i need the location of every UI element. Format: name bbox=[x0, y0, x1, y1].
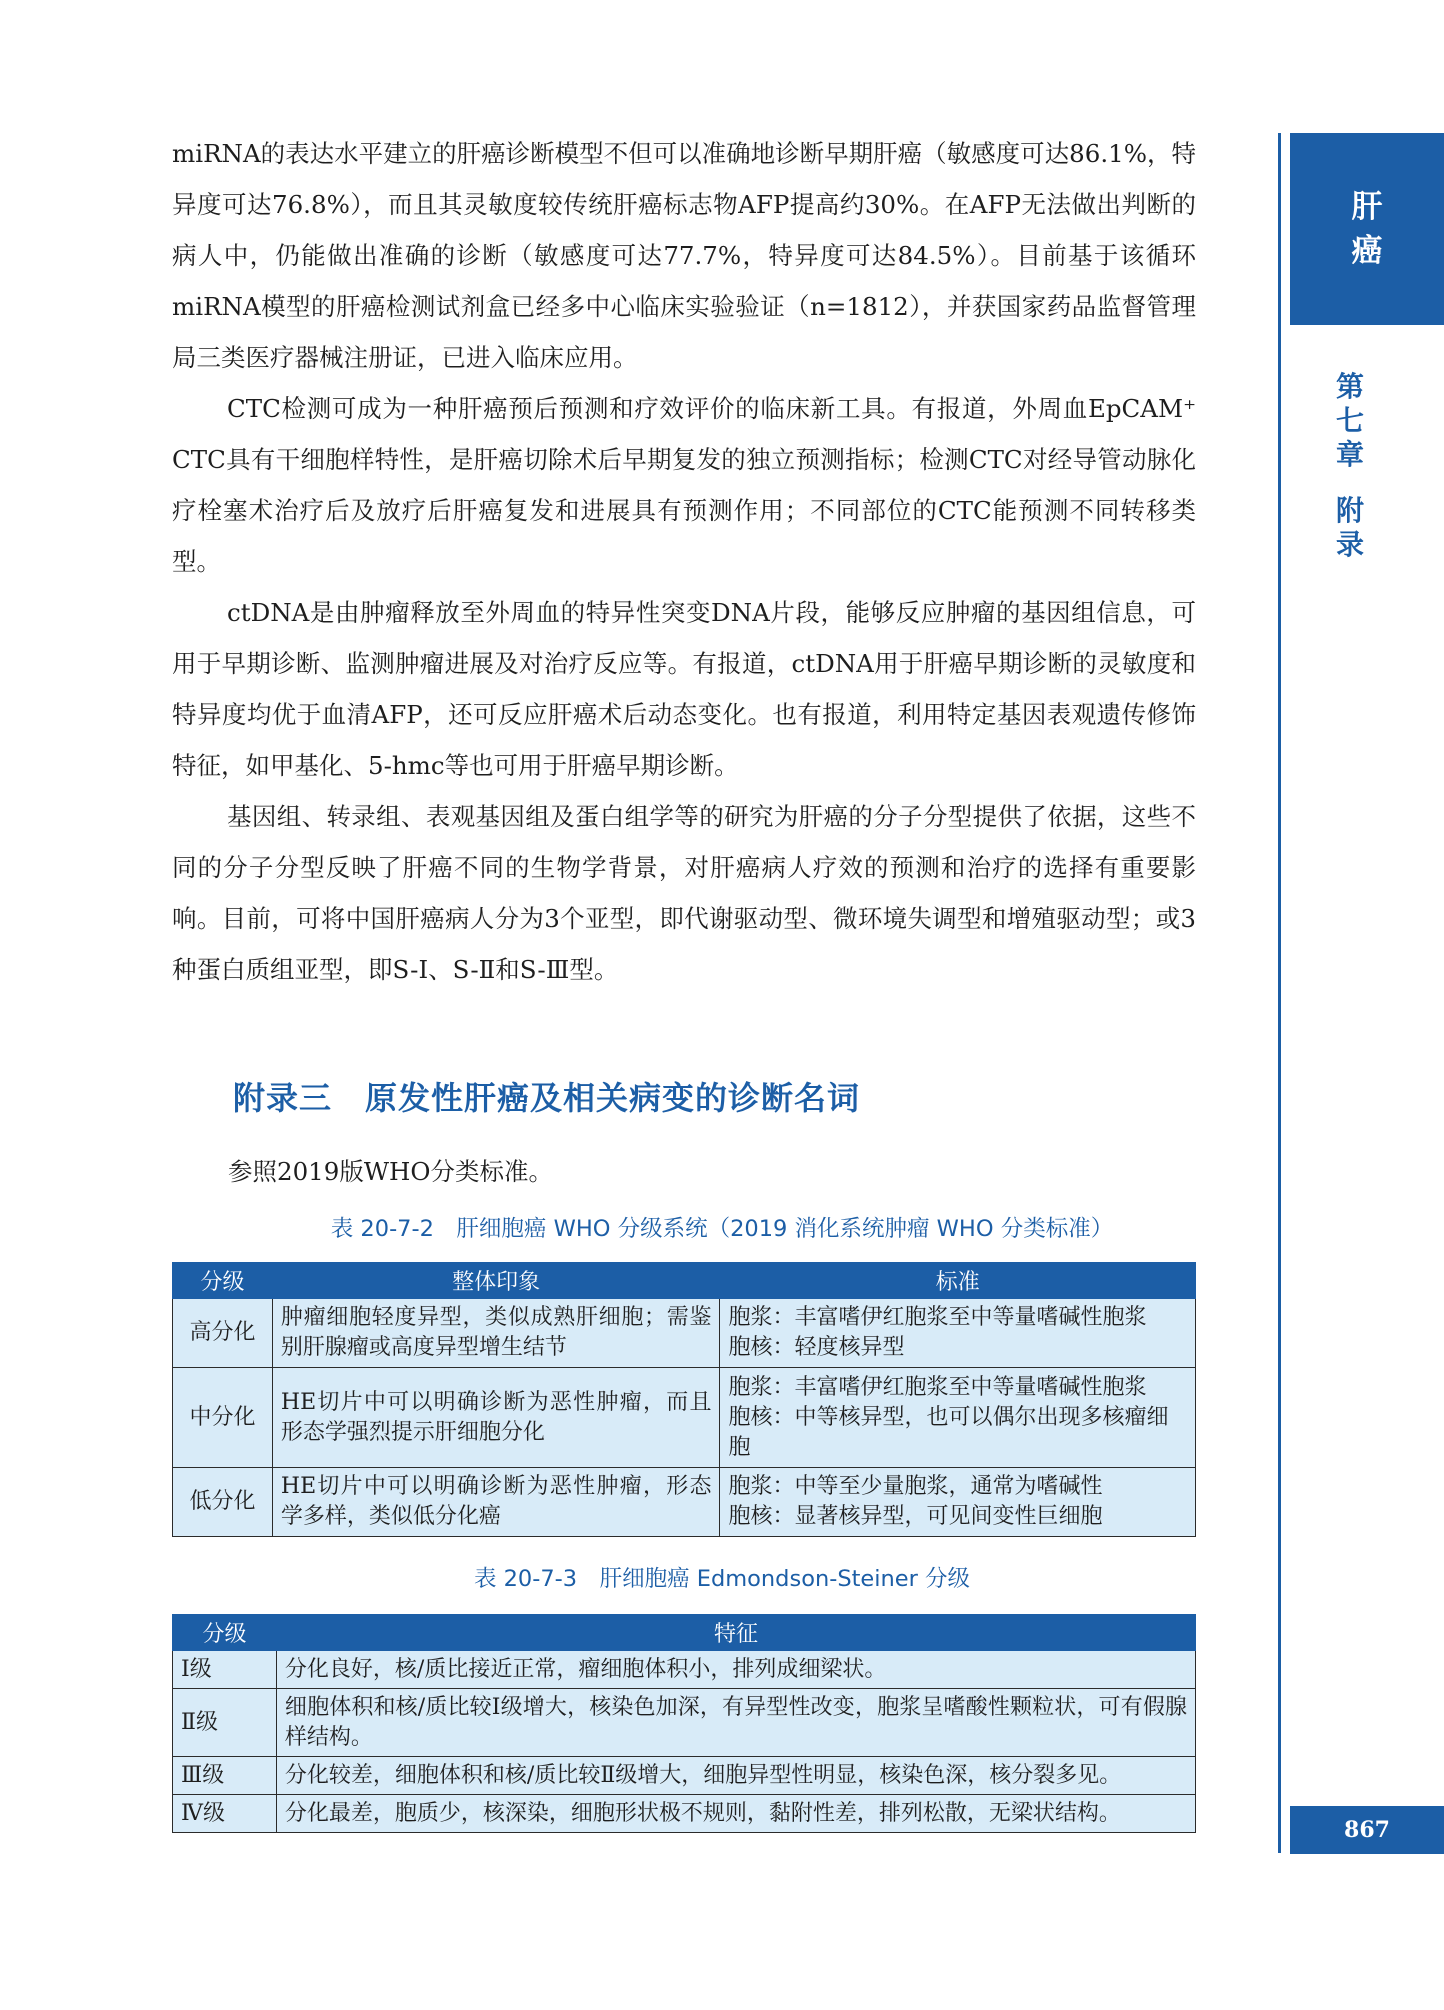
criteria-cell bbox=[720, 1368, 1196, 1468]
table-row bbox=[173, 1468, 1196, 1537]
side-rule bbox=[1278, 133, 1281, 1853]
feature-cell: 细胞体积和核/质比较Ⅰ级增大，核染色加深，有异型性改变，胞浆呈嗜酸性颗粒状，可有假腺样结构。 bbox=[276, 1689, 1195, 1757]
criteria-line: 胞浆：中等至少量胞浆，通常为嗜碱性 bbox=[728, 1474, 1103, 1499]
paragraph-molecular-typing: 基因组、转录组、表观基因组及蛋白组学等的研究为肝癌的分子分型提供了依据，这些不同的分子分型反映了肝癌不同的生物学背景，对肝癌病人疗效的预测和治疗的选择有重要影响。目前，可将中国肝癌病人分为3个亚型，即代谢驱动型、微环境失调型和增殖驱动型；或3种蛋白质组亚型，即S-Ⅰ、S-Ⅱ和S-Ⅲ型。 bbox=[172, 802, 1196, 984]
body-text bbox=[172, 128, 1196, 995]
criteria-line: 胞浆：丰富嗜伊红胞浆至中等量嗜碱性胞浆 bbox=[728, 1374, 1147, 1400]
chapter-label bbox=[1325, 370, 1375, 562]
table2-header-grade: 分级 bbox=[173, 1615, 277, 1651]
criteria-cell bbox=[720, 1299, 1196, 1368]
table1-caption: 表 20-7-2 肝细胞癌 WHO 分级系统（2019 消化系统肿瘤 WHO 分类标准） bbox=[330, 1216, 1114, 1242]
table-row bbox=[173, 1757, 1196, 1795]
feature-cell: 分化良好，核/质比接近正常，瘤细胞体积小，排列成细梁状。 bbox=[276, 1651, 1195, 1689]
edmondson-steiner-table bbox=[172, 1614, 1196, 1833]
grade-cell: 高分化 bbox=[173, 1299, 273, 1368]
grade-cell: 中分化 bbox=[173, 1368, 273, 1468]
appendix-char: 录 bbox=[1335, 528, 1364, 561]
table2-caption: 表 20-7-3 肝细胞癌 Edmondson-Steiner 分级 bbox=[473, 1566, 971, 1592]
grade-cell: Ⅲ级 bbox=[173, 1757, 277, 1795]
section-tab-char-1: 肝 bbox=[1351, 189, 1383, 225]
grade-cell: 低分化 bbox=[173, 1468, 273, 1537]
chapter-char: 第 bbox=[1335, 370, 1364, 403]
criteria-line: 胞核：中等核异型，也可以偶尔出现多核瘤细胞 bbox=[728, 1404, 1169, 1460]
paragraph-mirna: miRNA的表达水平建立的肝癌诊断模型不但可以准确地诊断早期肝癌（敏感度可达86.1%，特异度可达76.8%），而且其灵敏度较传统肝癌标志物AFP提高约30%。在AFP无法做出判断的病人中，仍能做出准确的诊断（敏感度可达77.7%，特异度可达84.5%）。目前基于该循环miRNA模型的肝癌检测试剂盒已经多中心临床实验验证（n=1812），并获国家药品监督管理局三类医疗器械注册证，已进入临床应用。 bbox=[172, 139, 1196, 372]
criteria-line: 胞浆：丰富嗜伊红胞浆至中等量嗜碱性胞浆 bbox=[728, 1305, 1147, 1330]
table1-header-impression: 整体印象 bbox=[272, 1263, 720, 1299]
impression-cell: 肿瘤细胞轻度异型，类似成熟肝细胞；需鉴别肝腺瘤或高度异型增生结节 bbox=[272, 1299, 720, 1368]
table-row bbox=[173, 1795, 1196, 1833]
grade-cell: Ⅰ级 bbox=[173, 1651, 277, 1689]
table1-header-criteria: 标准 bbox=[720, 1263, 1196, 1299]
table1-header-grade: 分级 bbox=[173, 1263, 273, 1299]
chapter-char: 章 bbox=[1335, 438, 1364, 471]
who-grading-table bbox=[172, 1262, 1196, 1537]
page-number: 867 bbox=[1290, 1806, 1444, 1854]
feature-cell: 分化较差，细胞体积和核/质比较Ⅱ级增大，细胞异型性明显，核染色深，核分裂多见。 bbox=[276, 1757, 1195, 1795]
criteria-cell bbox=[720, 1468, 1196, 1537]
appendix-char: 附 bbox=[1335, 494, 1364, 527]
criteria-line: 胞核：显著核异型，可见间变性巨细胞 bbox=[728, 1504, 1103, 1529]
appendix-intro: 参照2019版WHO分类标准。 bbox=[228, 1157, 553, 1186]
paragraph-ctc: CTC检测可成为一种肝癌预后预测和疗效评价的临床新工具。有报道，外周血EpCAM⁺ CTC具有干细胞样特性，是肝癌切除术后早期复发的独立预测指标；检测CTC对经导管动脉化疗栓塞术治疗后及放疗后肝癌复发和进展具有预测作用；不同部位的CTC能预测不同转移类型。 bbox=[172, 394, 1196, 576]
section-tab bbox=[1290, 133, 1444, 325]
table-row bbox=[173, 1651, 1196, 1689]
appendix-heading: 附录三 原发性肝癌及相关病变的诊断名词 bbox=[233, 1079, 861, 1117]
grade-cell: Ⅳ级 bbox=[173, 1795, 277, 1833]
section-tab-char-2: 癌 bbox=[1351, 233, 1383, 269]
feature-cell: 分化最差，胞质少，核深染，细胞形状极不规则，黏附性差，排列松散，无梁状结构。 bbox=[276, 1795, 1195, 1833]
impression-cell: HE切片中可以明确诊断为恶性肿瘤，形态学多样，类似低分化癌 bbox=[272, 1468, 720, 1537]
grade-cell: Ⅱ级 bbox=[173, 1689, 277, 1757]
criteria-line: 胞核：轻度核异型 bbox=[728, 1335, 905, 1360]
impression-cell: HE切片中可以明确诊断为恶性肿瘤，而且形态学强烈提示肝细胞分化 bbox=[272, 1368, 720, 1468]
table2-header-feature: 特征 bbox=[276, 1615, 1195, 1651]
table-row bbox=[173, 1368, 1196, 1468]
table-row bbox=[173, 1689, 1196, 1757]
chapter-char: 七 bbox=[1335, 404, 1364, 437]
paragraph-ctdna: ctDNA是由肿瘤释放至外周血的特异性突变DNA片段，能够反应肿瘤的基因组信息，可用于早期诊断、监测肿瘤进展及对治疗反应等。有报道，ctDNA用于肝癌早期诊断的灵敏度和特异度均优于血清AFP，还可反应肝癌术后动态变化。也有报道，利用特定基因表观遗传修饰特征，如甲基化、5-hmc等也可用于肝癌早期诊断。 bbox=[172, 598, 1196, 780]
table-row bbox=[173, 1299, 1196, 1368]
